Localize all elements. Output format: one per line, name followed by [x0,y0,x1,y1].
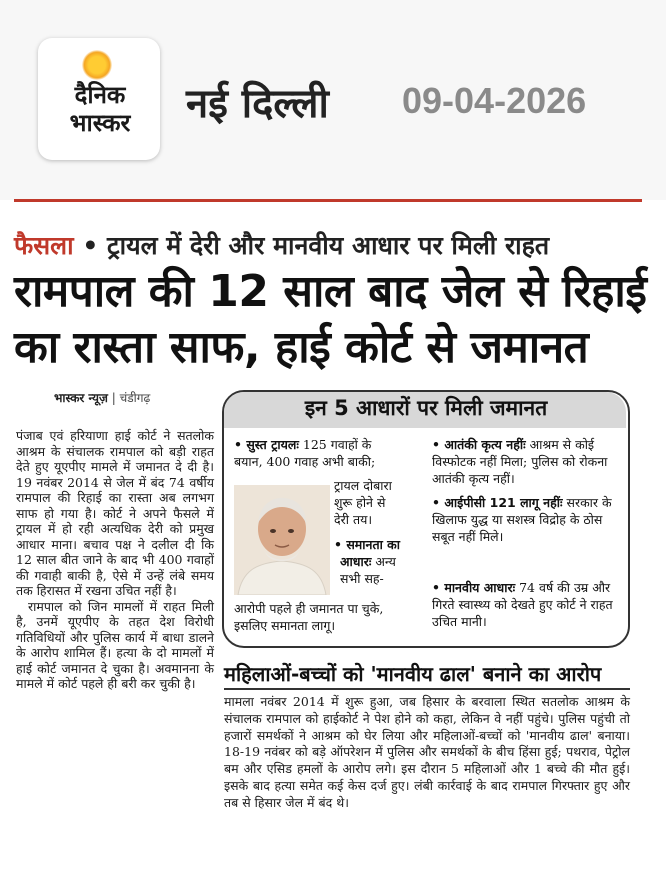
point-2-label-a: • समानता का [334,537,400,552]
point-2-label1 [334,536,400,553]
point-2-line4: इसलिए समानता लागू। [234,618,336,633]
kicker-separator: • [73,231,107,260]
edition-date: 09-04-2026 [402,80,587,121]
point-4 [432,494,622,545]
sun-icon [82,50,112,80]
side-story-body: मामला नवंबर 2014 में शुरू हुआ, जब हिसार के बरवाला स्थित सतलोक आश्रम के संचालक रामपाल को हाईकोर्ट ने पेश होने को कहा, लेकिन वे नहीं पहुंचे। पुलिस पहुंची तो हजारों समर्थकों ने आश्रम को घेर लिया और महिलाओं-बच्चों को 'मानवीय ढाल' बनाया। 18-19 नवंबर को बड़े ऑपरेशन में पुलिस और समर्थकों के बीच हिंसा हुई; पथराव, पेट्रोल बम और एसिड हमलों के आरोप लगे। इस दौरान 5 महिलाओं और 1 बच्चे की मौत हुई। इसके बाद हत्या समेत कई केस दर्ज हुए। लंबी कार्रवाई के बाद रामपाल गिरफ्तार हुए और तब से हिसार जेल में बंद थे। [224,694,630,810]
point-5-label: • मानवीय आधारः [432,580,516,595]
article-paragraph-2: रामपाल को जिन मामलों में राहत मिली है, उनमें यूएपीए के तहत देश विरोधी गतिविधियों और पुलिस कार्य में बाधा डालने के आरोप शामिल हैं। हत्या के दो मामलों में हाई कोर्ट जमानत दे चुका है। अवमानना के मामले में कोर्ट पहले ही बरी कर चुकी है। [16,598,214,691]
kicker [14,228,549,262]
point-3-label: • आतंकी कृत्य नहींः [432,437,526,452]
point-5-text: 74 वर्ष की उम्र और गिरते स्वास्थ्य को देखते हुए कोर्ट ने राहत उचित मानी। [432,580,613,629]
headline [14,264,654,376]
kicker-text: ट्रायल में देरी और मानवीय आधार पर मिली राहत [107,231,550,260]
byline-city: | चंडीगढ़ [107,391,151,405]
kicker-label: फैसला [14,231,74,260]
point-2-line3: आरोपी पहले ही जमानत पा चुके, [234,601,384,616]
logo-text-line2: भास्कर [69,108,131,137]
byline [54,389,150,406]
point-1-line1 [234,436,434,453]
rampal-photo [234,485,330,595]
portrait-image [234,485,330,595]
article-paragraph-1: पंजाब एवं हरियाणा हाई कोर्ट ने सतलोक आश्रम के संचालक रामपाल को बड़ी राहत देते हुए यूएपीए मामले में जमानत दे दी है। 19 नवंबर 2014 से जेल में बंद 74 वर्षीय रामपाल की रिहाई का रास्ता अब लगभग साफ हो गया है। कोर्ट ने अपने फैसले में ट्रायल में हो रही अत्यधिक देरी को प्रमुख आधार माना। बचाव पक्ष ने दलील दी कि 12 साल बीत जाने के बाद भी 400 गवाहों की गवाही बाकी है, ऐसे में उन्हें लंबे समय तक हिरासत में रखना उचित नहीं है। [16,428,214,598]
point-1-text1: 125 गवाहों के [302,437,372,452]
side-story-heading: महिलाओं-बच्चों को 'मानवीय ढाल' बनाने का आरोप [224,662,602,686]
point-1-line3: ट्रायल दोबारा [334,478,392,493]
point-2-label-b: आधारः [340,554,372,569]
point-3 [432,436,622,487]
byline-source: भास्कर न्यूज़ [54,391,108,405]
point-4-text: सरकार के खिलाफ युद्ध या सशस्त्र विद्रोह के ठोस सबूत नहीं मिले। [432,495,612,544]
edition-city: नई दिल्ली [186,81,329,127]
point-4-label: • आईपीसी 121 लागू नहींः [432,495,563,510]
divider-line [14,199,642,202]
point-2-line1 [340,553,396,570]
point-3-text: आश्रम से कोई विस्फोटक नहीं मिला; पुलिस को रोकना आतंकी कृत्य नहीं। [432,437,608,486]
highlights-title: इन 5 आधारों पर मिली जमानत [304,396,548,420]
point-1-line4: शुरू होने से [334,495,386,510]
point-2-text1: अन्य [375,554,396,569]
logo-text-line1: दैनिक [74,80,126,109]
side-story-rule [224,688,630,690]
point-2-line2: सभी सह- [340,571,384,586]
headline-line1: रामपाल की 12 साल बाद जेल से रिहाई [14,266,647,317]
headline-line2: का रास्ता साफ, हाई कोर्ट से जमानत [14,322,589,373]
point-5 [432,579,622,630]
article-body [16,428,214,692]
point-1-line5: देरी तय। [334,512,373,527]
point-1-line2: बयान, 400 गवाह अभी बाकी; [234,454,376,469]
point-1-label: • सुस्त ट्रायलः [234,437,299,452]
